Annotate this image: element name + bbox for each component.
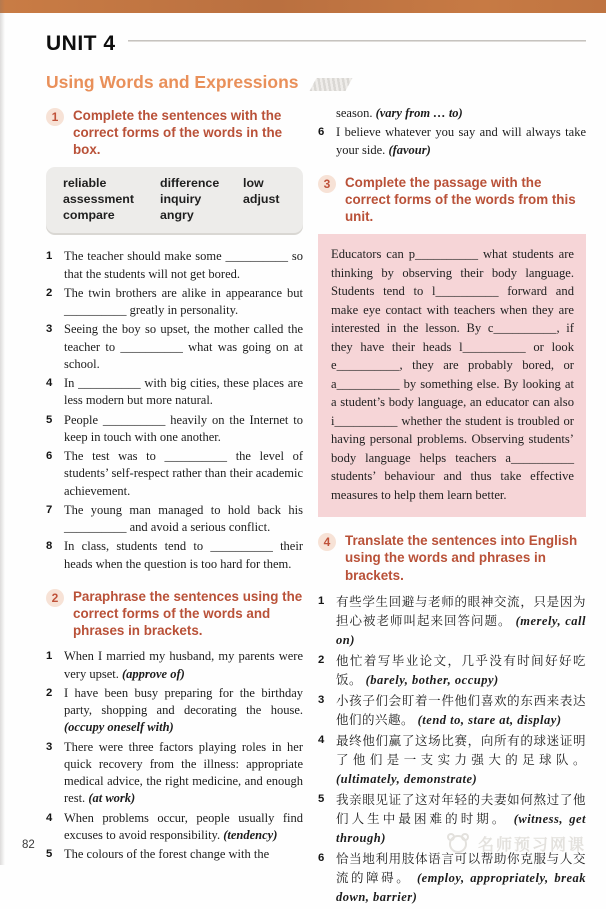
exercise3-heading [318, 174, 586, 225]
exercise1-items [46, 248, 303, 573]
exercise2-items [46, 648, 303, 863]
bracket-hint: (barely, bother, occupy) [365, 672, 499, 687]
exercise1-heading [46, 107, 303, 158]
passage-text: Educators can p__________ what students are thinking by observing their body language. Students tend to l__________ forward and make eye contact with teachers when they are interested in the lesson. By c__________, if they have their heads l__________ or look e__________, they are probably bored, or a__________ by something else. By looking at a student’s body language, an educator can also i__________ whether the student is troubled or having personal problems. Observing students’ body language helps teachers a__________ students’ behaviour and thus take effective measures to help them learn better. [331, 247, 574, 502]
item-text: 我亲眼见证了这对年轻的夫妻如何熬过了他们人生中最困难的时期。 [336, 792, 586, 826]
two-column-layout [46, 105, 586, 909]
item-text: 最终他们赢了这场比赛，向所有的球迷证明了他们是一支实力强大的足球队。 [336, 733, 586, 767]
list-item [318, 652, 586, 690]
item-number: 5 [318, 792, 325, 805]
left-column [46, 105, 303, 909]
bracket-hint: (tend to, stare at, display) [417, 712, 562, 727]
section-header [46, 72, 586, 93]
word-box-word: low [243, 176, 264, 191]
item-number: 5 [46, 413, 53, 426]
exercise4-title: Translate the sentences into English using the words and phrases in brackets. [345, 533, 578, 583]
bracket-hint: (employ, appropriately, break down, barrier) [336, 870, 586, 904]
item-number: 6 [318, 851, 325, 864]
unit-header [46, 32, 586, 56]
exercise3-number-badge: 3 [318, 175, 336, 193]
list-item [46, 448, 303, 500]
top-orange-bar [0, 0, 606, 13]
hatch-decoration-icon [309, 78, 352, 91]
item-number: 2 [46, 686, 53, 699]
bracket-hint: (tendency) [223, 827, 278, 842]
bracket-hint: (vary from … to) [375, 106, 463, 120]
item-text: The young man managed to hold back his __________ and avoid a serious conflict. [64, 502, 303, 535]
unit-title: UNIT 4 [46, 32, 116, 55]
item-number: 1 [318, 594, 325, 607]
list-item [46, 810, 303, 845]
word-box-word: angry [160, 208, 194, 223]
section-title: Using Words and Expressions [46, 72, 299, 92]
list-item [46, 375, 303, 410]
item-text: 恰当地利用肢体语言可以帮助你克服与人交流的障碍。 [336, 851, 586, 885]
bracket-hint: (merely, call on) [336, 613, 586, 647]
right-column [318, 105, 586, 909]
scan-left-edge [0, 0, 5, 865]
word-box-word: inquiry [160, 192, 202, 207]
header-rule [128, 40, 586, 42]
item-text: I have been busy preparing for the birthday party, shopping and decorating the house. [64, 685, 303, 718]
item-number: 7 [46, 503, 53, 516]
item-number: 4 [46, 377, 53, 390]
list-item [46, 739, 303, 808]
page-content [0, 13, 606, 909]
item-text: In class, students tend to __________ their heads when the question is too hard for them. [64, 539, 303, 571]
word-box-word: assessment [63, 192, 134, 207]
item-number: 8 [46, 540, 53, 553]
list-item [46, 538, 303, 573]
item-text: The colours of the forest change with the [64, 847, 270, 862]
word-box-word: difference [160, 176, 220, 191]
list-item [318, 732, 586, 789]
item-number: 3 [318, 693, 325, 706]
word-box [46, 167, 303, 233]
bracket-hint: (witness, get through) [336, 811, 586, 845]
item-text: Seeing the boy so upset, the mother called the teacher to __________ what was going on at school. [64, 322, 303, 371]
exercise1-number-badge: 1 [46, 108, 64, 126]
watermark-text: 名师预习网课 [477, 836, 586, 854]
list-item [46, 685, 303, 737]
item-number: 4 [318, 733, 325, 746]
list-item [46, 648, 303, 683]
bracket-hint: (approve of) [121, 666, 185, 681]
word-box-word: reliable [63, 176, 107, 191]
list-item [46, 321, 303, 373]
list-item [46, 412, 303, 447]
exercise4-heading [318, 532, 586, 583]
bracket-hint: (favour) [388, 142, 431, 157]
item-number: 3 [46, 323, 53, 336]
item-number: 2 [318, 653, 325, 666]
bracket-hint: (at work) [88, 791, 136, 806]
item-text: The teacher should make some __________ so that the students will not get bored. [64, 249, 303, 281]
list-item [46, 846, 303, 863]
exercise2-title: Paraphrase the sentences using the correct forms of the words and phrases in brackets. [73, 588, 303, 639]
list-item [318, 124, 586, 159]
exercise4-number-badge: 4 [318, 533, 336, 551]
item-text: 他忙着写毕业论文，几乎没有时间好好吃饭。 [336, 653, 586, 687]
item-text: The twin brothers are alike in appearance but __________ greatly in personality. [64, 285, 303, 318]
item-number: 2 [46, 286, 53, 299]
item-number: 4 [46, 811, 53, 824]
list-item [318, 850, 586, 907]
page-number: 82 [22, 839, 35, 851]
item-text: In __________ with big cities, these places are less modern but more natural. [64, 376, 303, 408]
passage-box [318, 234, 586, 517]
exercise4-items [318, 593, 586, 907]
item-text: The test was to __________ the level of students’ self-respect rather than their academic achievement. [64, 449, 303, 498]
bracket-hint: (ultimately, demonstrate) [336, 771, 478, 786]
watermark [445, 831, 586, 855]
item-text: When I married my husband, my parents were very upset. [64, 649, 303, 681]
exercise3-title: Complete the passage with the correct forms of the words from this unit. [345, 174, 576, 225]
item-text: I believe whatever you say and will always take your side. [336, 125, 586, 157]
list-item [318, 593, 586, 650]
item-number: 1 [46, 250, 53, 263]
word-box-word: adjust [243, 192, 280, 207]
item5-continuation [318, 105, 586, 122]
list-item [46, 285, 303, 320]
item-number: 6 [46, 450, 53, 463]
bracket-hint: (occupy oneself with) [64, 720, 174, 735]
word-box-word: compare [63, 208, 115, 223]
watermark-logo-icon [445, 831, 471, 855]
exercise1-title: Complete the sentences with the correct forms of the words in the box. [73, 108, 283, 158]
item-text: People __________ heavily on the Internet to keep in touch with one another. [64, 412, 303, 444]
item-number: 6 [318, 126, 325, 139]
list-item [46, 502, 303, 537]
item-number: 3 [46, 740, 53, 753]
item-text: There were three factors playing roles in her quick recovery from the illness: appropriate medical advice, the right medicine, and enough rest. [64, 739, 303, 806]
item-number: 5 [46, 848, 53, 861]
exercise2-heading [46, 588, 303, 639]
item-text: 小孩子们会盯着一件他们喜欢的东西来表达他们的兴趣。 [336, 693, 586, 727]
item-text: When problems occur, people usually find excuses to avoid responsibility. [64, 810, 303, 842]
item-text: 有些学生回避与老师的眼神交流，只是因为担心被老师叫起来回答问题。 [336, 594, 586, 628]
list-item [46, 248, 303, 283]
item-number: 1 [46, 650, 53, 663]
item-text: season. [336, 106, 373, 120]
exercise2-number-badge: 2 [46, 589, 64, 607]
list-item [318, 692, 586, 730]
